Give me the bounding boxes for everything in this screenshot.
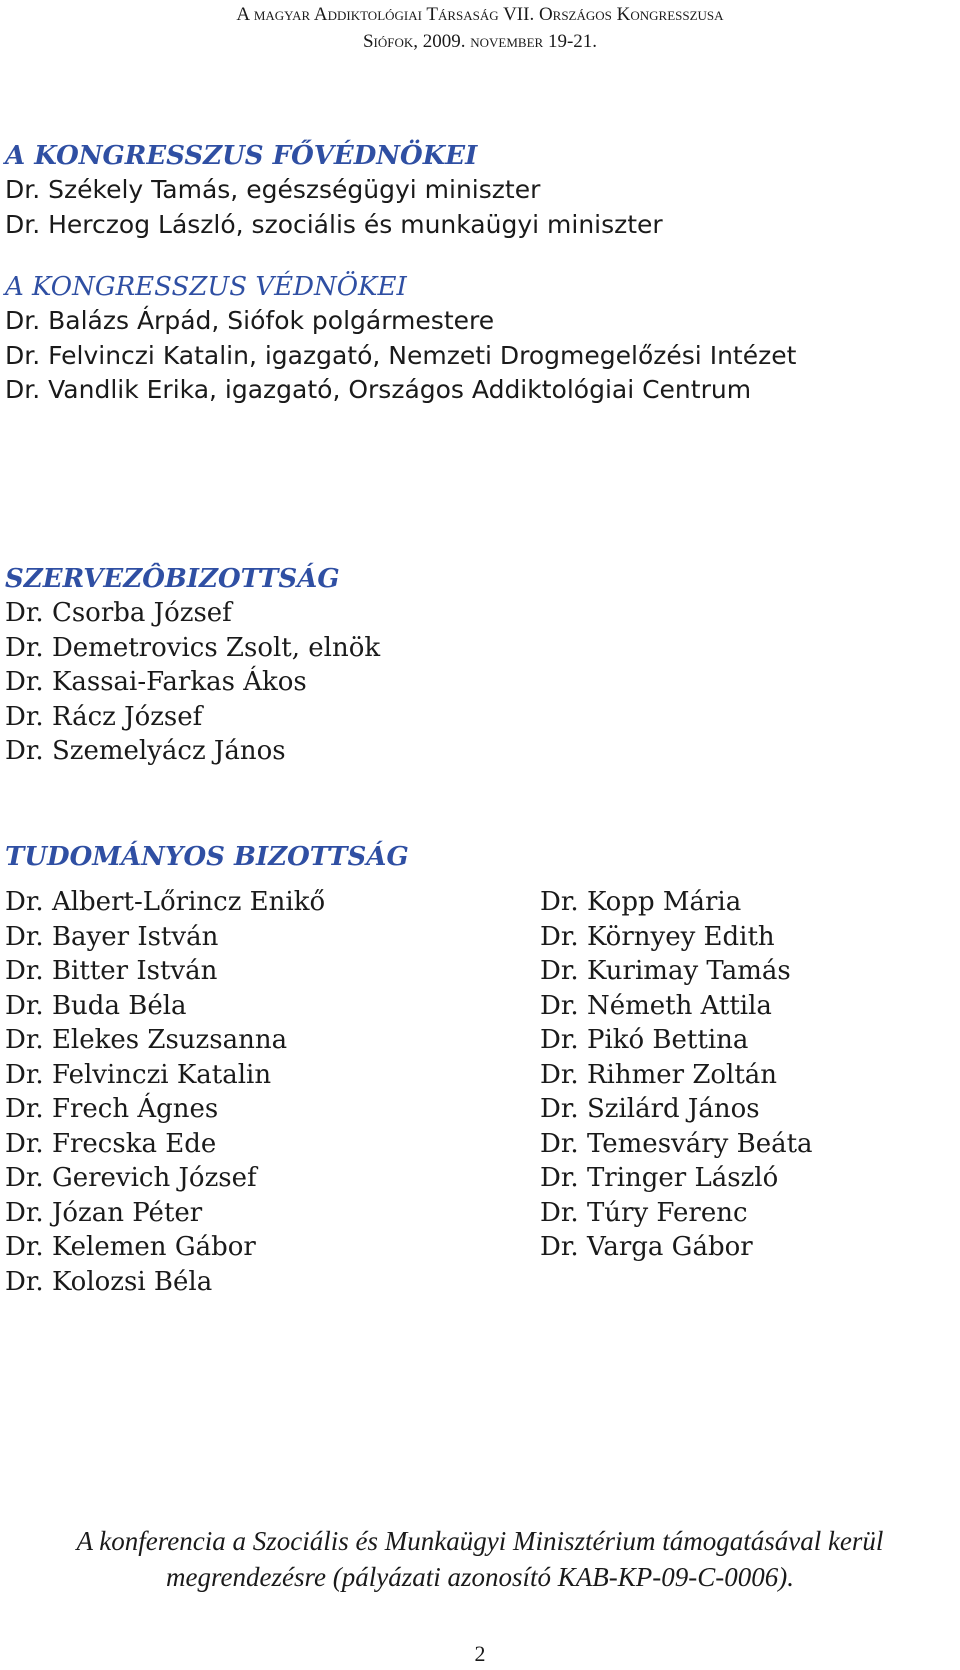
list-item: Dr. Buda Béla — [5, 990, 187, 1021]
heading-szervezobizottsag: SZERVEZÔBIZOTTSÁG — [5, 564, 340, 594]
list-item: Dr. Pikó Bettina — [540, 1025, 749, 1055]
list-item: Dr. Vandlik Erika, igazgató, Országos Addiktológiai Centrum — [5, 375, 752, 404]
list-item: Dr. Bayer István — [5, 921, 219, 952]
header-line-2: Siófok, 2009. november 19-21. — [362, 31, 598, 52]
list-item: Dr. Németh Attila — [540, 990, 772, 1021]
list-tudomanyos-col1 — [5, 885, 325, 1299]
list-item: Dr. Rácz József — [5, 701, 203, 732]
list-item: Dr. Temesváry Beáta — [540, 1128, 813, 1159]
list-fovednokei — [5, 173, 663, 242]
support-footnote — [0, 1523, 960, 1595]
list-item: Dr. Bitter István — [5, 956, 218, 986]
list-item: Dr. Szemelyácz János — [5, 736, 286, 766]
list-item: Dr. Felvinczi Katalin, igazgató, Nemzeti Drogmegelőzési Intézet — [5, 340, 797, 370]
list-item: Dr. Varga Gábor — [540, 1232, 753, 1262]
heading-fovednokei: A KONGRESSZUS FŐVÉDNÖKEI — [5, 141, 478, 171]
list-item: Dr. Balázs Árpád, Siófok polgármestere — [5, 306, 495, 335]
list-tudomanyos-col2 — [540, 885, 813, 1265]
footnote-line-2: megrendezésre (pályázati azonosító KAB-KP-09-C-0006). — [166, 1562, 794, 1592]
heading-vednokei: A KONGRESSZUS VÉDNÖKEI — [5, 272, 407, 302]
list-item: Dr. Környey Edith — [540, 921, 775, 952]
list-item: Dr. Szilárd János — [540, 1094, 760, 1124]
list-item: Dr. Kassai-Farkas Ákos — [5, 667, 307, 697]
list-item: Dr. Túry Ferenc — [540, 1197, 748, 1228]
list-item: Dr. Kolozsi Béla — [5, 1266, 213, 1297]
list-item: Dr. Herczog László, szociális és munkaügyi miniszter — [5, 209, 663, 239]
list-item: Dr. Kelemen Gábor — [5, 1232, 256, 1262]
list-item: Dr. Tringer László — [540, 1163, 779, 1193]
list-item: Dr. Gerevich József — [5, 1163, 257, 1193]
heading-tudomanyos-bizottsag: TUDOMÁNYOS BIZOTTSÁG — [5, 842, 409, 872]
page-number: 2 — [474, 1641, 486, 1666]
list-item: Dr. Kopp Mária — [540, 887, 742, 917]
list-item: Dr. Székely Tamás, egészségügyi miniszter — [5, 175, 541, 204]
list-item: Dr. Csorba József — [5, 598, 232, 628]
list-item: Dr. Frech Ágnes — [5, 1094, 219, 1124]
list-szervezobizottsag — [5, 596, 380, 769]
footnote-line-1: A konferencia a Szociális és Munkaügyi Minisztérium támogatásával kerül — [76, 1526, 884, 1556]
list-item: Dr. Kurimay Tamás — [540, 956, 791, 986]
list-item: Dr. Demetrovics Zsolt, elnök — [5, 632, 381, 663]
list-item: Dr. Józan Péter — [5, 1197, 203, 1228]
list-item: Dr. Frecska Ede — [5, 1128, 217, 1159]
list-item: Dr. Felvinczi Katalin — [5, 1059, 272, 1090]
list-vednokei — [5, 304, 796, 408]
list-item: Dr. Elekes Zsuzsanna — [5, 1025, 288, 1055]
header-line-1: A magyar Addiktológiai Társaság VII. Országos Kongresszusa — [236, 4, 724, 25]
list-item: Dr. Albert-Lőrincz Enikő — [5, 887, 326, 917]
list-item: Dr. Rihmer Zoltán — [540, 1059, 778, 1090]
